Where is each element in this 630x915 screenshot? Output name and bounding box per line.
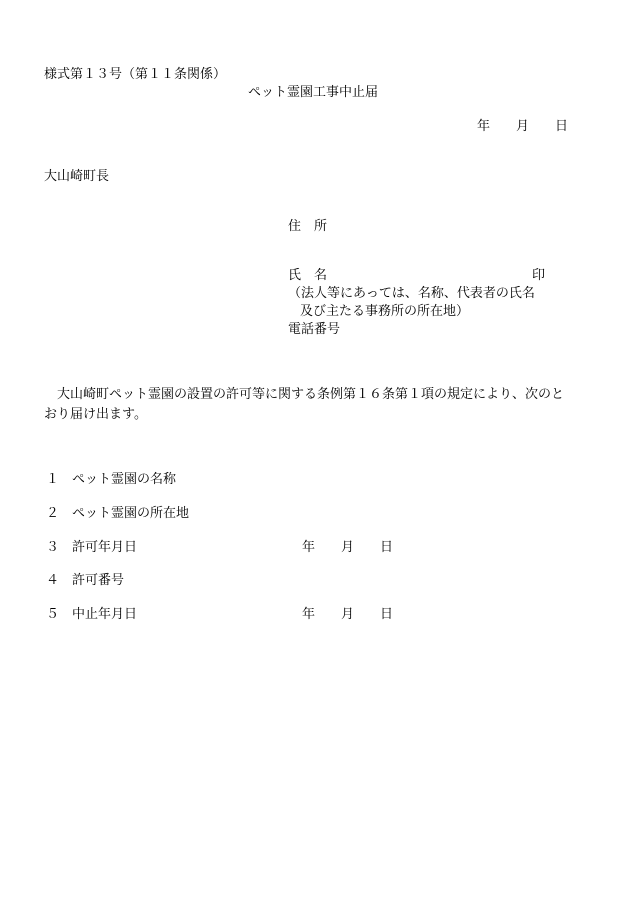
phone-label: 電話番号 <box>288 322 341 337</box>
item-label: 許可年月日 <box>72 540 138 555</box>
item-number: ５ <box>46 607 60 622</box>
statement-line1: 大山崎町ペット霊園の設置の許可等に関する条例第１６条第１項の規定により、次のと <box>44 387 565 402</box>
item-label: ペット霊園の名称 <box>72 472 177 487</box>
name-label: 氏 名 <box>288 268 328 283</box>
item-number: ４ <box>46 573 60 588</box>
submission-date: 年 月 日 <box>477 119 569 134</box>
statement-line2: おり届け出ます。 <box>44 407 147 422</box>
item-number: ３ <box>46 540 60 555</box>
item-label: ペット霊園の所在地 <box>72 506 190 521</box>
item-number: ２ <box>46 506 60 521</box>
page-title: ペット霊園工事中止届 <box>248 85 379 100</box>
statement-paragraph <box>44 385 590 425</box>
addressee: 大山崎町長 <box>44 169 110 184</box>
address-label: 住 所 <box>288 219 328 234</box>
corp-note-line2: 及び主たる事務所の所在地） <box>300 304 470 319</box>
item-date: 年 月 日 <box>302 540 394 555</box>
item-date: 年 月 日 <box>302 607 394 622</box>
corp-note-line1: （法人等にあっては、名称、代表者の氏名 <box>288 286 535 301</box>
item-label: 許可番号 <box>72 573 125 588</box>
form-number: 様式第１３号（第１１条関係） <box>44 67 227 82</box>
item-number: １ <box>46 472 60 487</box>
item-label: 中止年月日 <box>72 607 138 622</box>
seal-mark: 印 <box>532 268 546 283</box>
